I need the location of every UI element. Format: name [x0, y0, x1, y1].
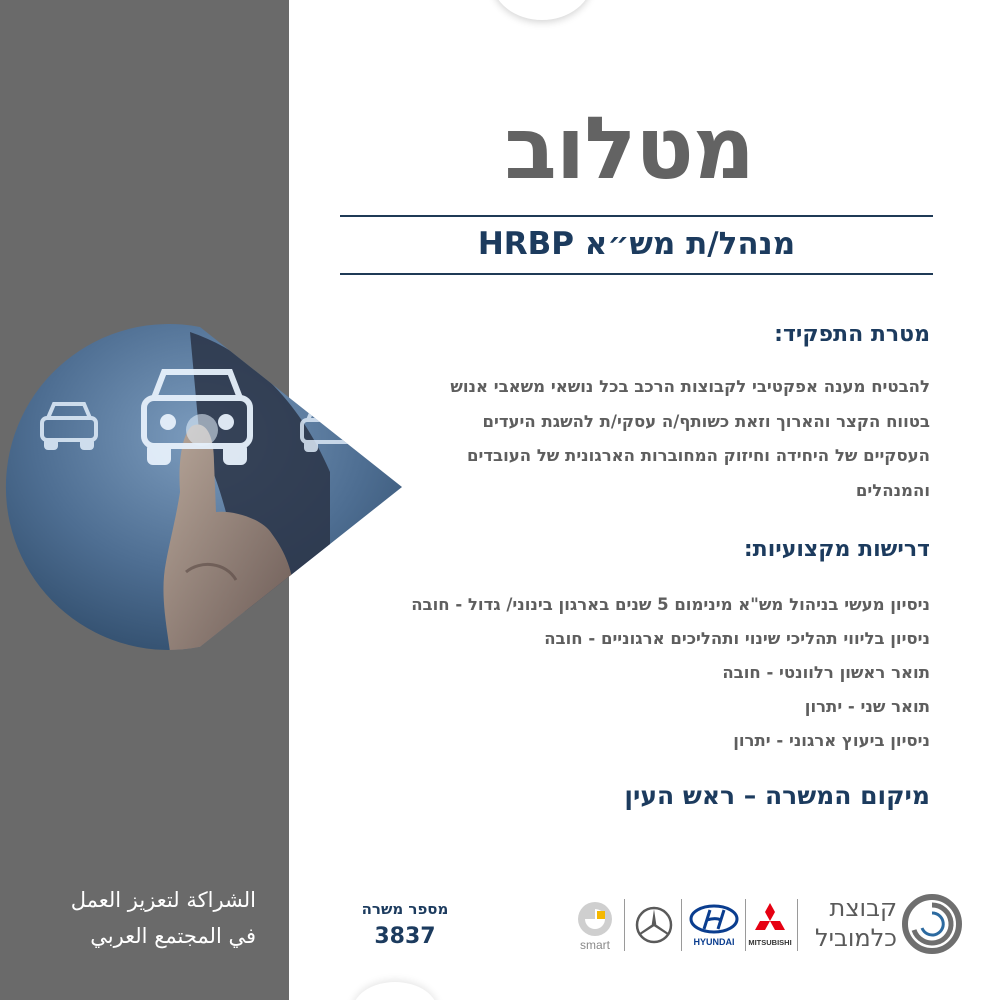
ring-logo-icon [901, 893, 963, 955]
job-number-value: 3837 [374, 924, 436, 949]
hyundai-label: HYUNDAI [693, 937, 735, 947]
mitsubishi-diamonds-icon [747, 901, 793, 951]
requirements-list [310, 588, 930, 758]
requirement-item: תואר ראשון רלוונטי - חובה [722, 663, 930, 682]
logo-divider [681, 899, 682, 951]
job-number [345, 900, 465, 949]
requirements-heading: דרישות מקצועיות: [743, 537, 930, 562]
logo-divider [624, 899, 625, 951]
requirement-item: ניסיון מעשי בניהול מש"א מינימום 5 שנים בארגון בינוני/ גדול - חובה [411, 595, 930, 614]
group-logo-line: קבוצת [829, 894, 897, 922]
purpose-line: והמנהלים [855, 480, 930, 500]
smart-label: smart [580, 938, 610, 952]
group-logo-text [809, 893, 897, 953]
hyundai-h-icon [686, 903, 742, 949]
logo-divider [745, 899, 746, 951]
mercedes-star-icon [634, 905, 674, 945]
purpose-line: להבטיח מענה אפקטיבי לקבוצות הרכב בכל נושאי משאבי אנוש [450, 377, 930, 396]
group-logo-line: כלמוביל [814, 924, 897, 952]
partner-line: في المجتمع العربي [90, 924, 256, 948]
smart-icon [573, 897, 617, 953]
partner-text [20, 882, 256, 954]
page-headline: מטלוב [504, 99, 754, 199]
job-location: מיקום המשרה – ראש העין [624, 781, 930, 810]
purpose-line: העסקיים של היחידה וחיזוק המחוברות הארגונית של העובדים [466, 446, 930, 465]
logo-divider [797, 899, 798, 951]
divider-top [340, 215, 933, 217]
decorative-top-circle [492, 0, 592, 20]
decorative-bottom-circle [352, 982, 438, 1000]
partner-line: الشراكة لتعزيز العمل [70, 888, 256, 912]
requirement-item: ניסיון ביעוץ ארגוני - יתרון [733, 731, 930, 750]
purpose-heading: מטרת התפקיד: [774, 322, 930, 347]
job-title: מנהל/ת מש״א HRBP [477, 226, 796, 262]
mitsubishi-label: MITSUBISHI [748, 938, 792, 947]
requirement-item: תואר שני - יתרון [804, 697, 930, 716]
purpose-line: בטווח הקצר והארוך וזאת כשותף/ה עסקי/ת להשגת היעדים [482, 411, 930, 431]
divider-bottom [340, 273, 933, 275]
requirement-item: ניסיון בליווי תהליכי שינוי ותהליכים ארגוניים - חובה [544, 629, 930, 648]
brand-logos [573, 893, 968, 957]
job-number-label: מספר משרה [361, 900, 449, 918]
purpose-text [340, 370, 930, 508]
